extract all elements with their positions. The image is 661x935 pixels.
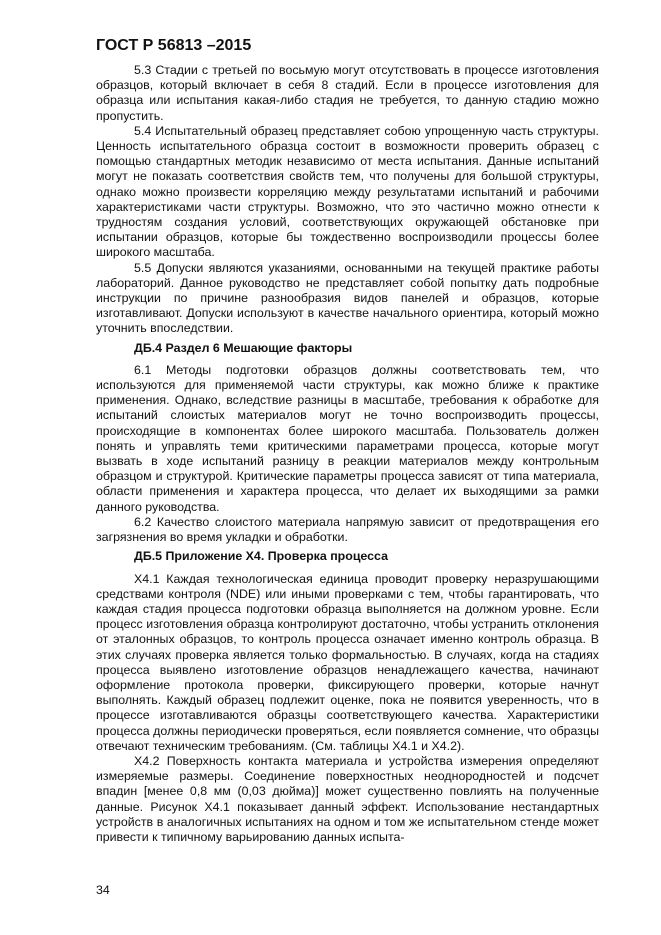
paragraph-6-2: 6.2 Качество слоистого материала напрямую зависит от предотвращения его загрязнения во время укладки и обработки. bbox=[96, 514, 599, 545]
paragraph-5-4: 5.4 Испытательный образец представляет собою упрощенную часть структуры. Ценность испытательного образца состоит в возможности проверить образец с помощью стандартных методик независимо от места испытания. Данные испытаний могут не показать соответствия свойств тем, что получены для большой структуры, однако можно произвести корреляцию между результатами испытаний и рабочими характеристиками части структуры. Возможно, что это частично можно отнести к трудностям создания условий, соответствующих окружающей обстановке при испытании образцов, которые бы тождественно воспроизводили процессы более широкого масштаба. bbox=[96, 123, 599, 260]
page-body bbox=[96, 63, 599, 845]
paragraph-6-1: 6.1 Методы подготовки образцов должны соответствовать тем, что используются для применяемой части структуры, как можно ближе к практике применения. Однако, вследствие разницы в масштабе, требования к обработке для испытаний слоистых материалов могут не точно воспроизводить процессы, происходящие в компонентах более широкого масштаба. Пользователь должен понять и управлять теми критическими параметрами процесса, которые могут вызвать в ходе испытаний разницу в реакции материалов между контрольным образцом и структурой. Критические параметры процесса зависят от типа материала, области применения и характера процесса, что делает их выходящими за рамки данного руководства. bbox=[96, 362, 599, 514]
paragraph-5-5: 5.5 Допуски являются указаниями, основанными на текущей практике работы лабораторий. Данное руководство не представляет собой попытку дать подробные инструкции по причине разнообразия видов панелей и образцов, которые изготавливают. Допуски используют в качестве начального ориентира, который можно уточнить впоследствии. bbox=[96, 260, 599, 336]
paragraph-x4-1: Х4.1 Каждая технологическая единица проводит проверку неразрушающими средствами контроля (NDE) или иными проверками с тем, чтобы гарантировать, что каждая стадия процесса подготовки образца выполняется на должном уровне. Если процесс изготовления образца контролируют достаточно, чтобы устранить отклонения от эталонных образцов, то контроль процесса означает именно контроль образца. В этих случаях проверка является только формальностью. В случаях, когда на стадиях процесса выявлено изготовление образцов ненадлежащего качества, начинают оформление протокола проверки, фиксирующего проверки, которые начнут выполнять. Каждый образец подлежит оценке, пока не появится уверенность, что в процессе изготавливаются образцы соответствующего качества. Характеристики процесса должны периодически проверяться, если появляется сомнение, что образцы отвечают техническим требованиям. (См. таблицы Х4.1 и Х4.2). bbox=[96, 571, 599, 753]
page-number: 34 bbox=[96, 883, 110, 897]
document-header: ГОСТ Р 56813 –2015 bbox=[96, 37, 252, 54]
paragraph-5-3: 5.3 Стадии с третьей по восьмую могут отсутствовать в процессе изготовления образцов, который включает в себя 8 стадий. Если в процессе изготовления для образца или испытания какая-либо стадия не требуется, то данную стадию можно пропустить. bbox=[96, 63, 599, 123]
paragraph-x4-2: Х4.2 Поверхность контакта материала и устройства измерения определяют измеряемые размеры. Соединение поверхностных неоднородностей и подсчет впадин [менее 0,8 мм (0,03 дюйма)] может существенно повлиять на полученные данные. Рисунок Х4.1 показывает данный эффект. Использование нестандартных устройств в аналогичных испытаниях на одном и том же испытательном стенде может привести к типичному варьированию данных испыта- bbox=[96, 753, 599, 844]
section-heading-db4: ДБ.4 Раздел 6 Мешающие факторы bbox=[134, 340, 353, 355]
section-heading-db5: ДБ.5 Приложение Х4. Проверка процесса bbox=[134, 549, 388, 564]
